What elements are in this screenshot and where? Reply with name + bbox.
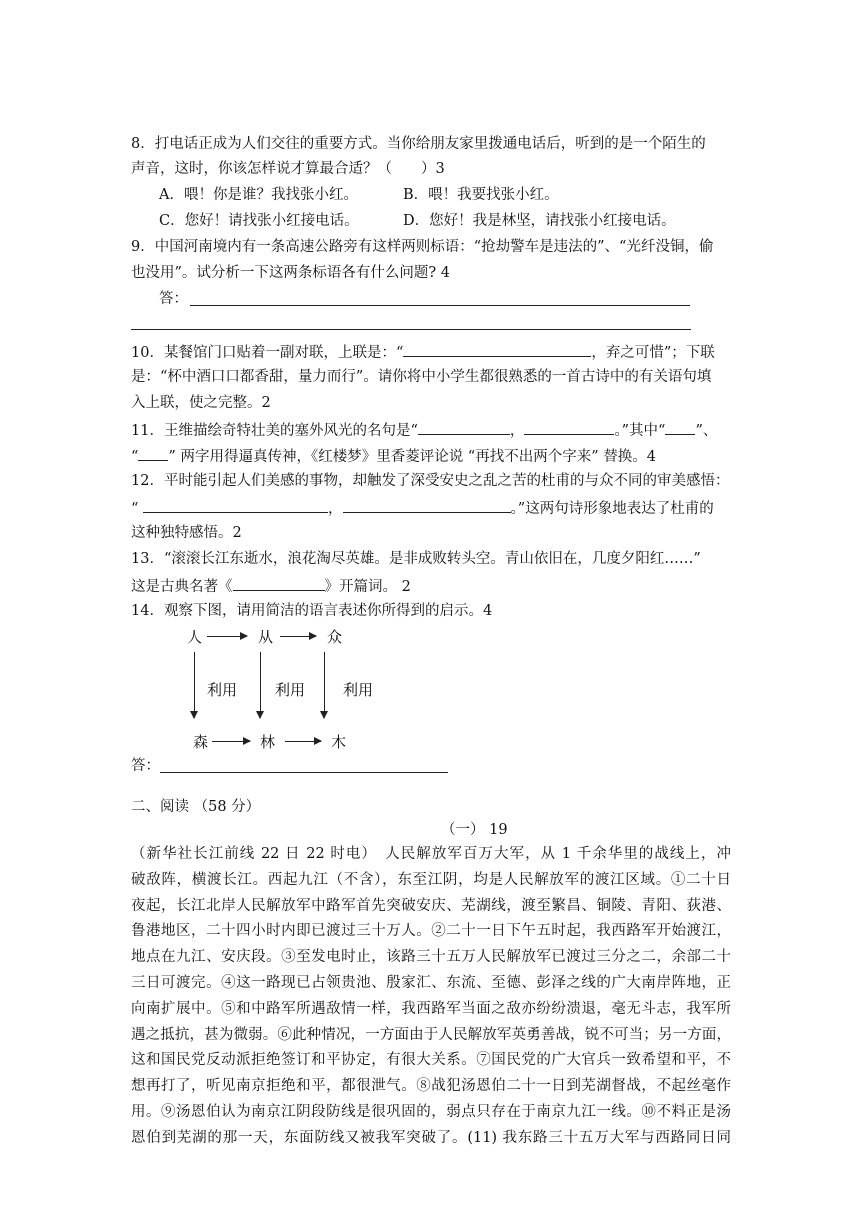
- q8-option-a[interactable]: A．喂！你是谁？我找张小红。: [159, 187, 358, 203]
- q9-answer-line-2[interactable]: [131, 329, 691, 330]
- q8-option-d[interactable]: D．您好！我是林坚，请找张小红接电话。: [403, 213, 676, 229]
- q10-blank[interactable]: [403, 341, 591, 357]
- diagram-mid-1: 利用: [207, 681, 238, 699]
- q11-line2-quote: “: [131, 449, 139, 465]
- arrow-down-icon: [194, 652, 195, 718]
- q11-line1: [131, 419, 717, 441]
- q11-line2-text: ” 两字用得逼真传神，《红楼梦》里香菱评论说 “再找不出两个字来” 替换。4: [168, 449, 656, 465]
- q13-line2-start: 这是古典名著《: [131, 579, 233, 595]
- diagram-top-1: 人: [187, 628, 203, 646]
- q8-option-b[interactable]: B．喂！我要找张小红。: [403, 187, 559, 203]
- q11-blank-4[interactable]: [138, 445, 168, 461]
- q10-line2: 是：“杯中酒口口都香甜，量力而行”。请你将中小学生都很熟悉的一首古诗中的有关语句填: [131, 369, 712, 385]
- q11-blank-2[interactable]: [524, 419, 614, 435]
- arrow-down-icon: [260, 652, 261, 718]
- q8-option-c[interactable]: C．您好！请找张小红接电话。: [159, 213, 359, 229]
- diagram-bottom-2: 林: [260, 733, 276, 751]
- arrow-right-icon: [285, 741, 321, 742]
- reading-passage: [131, 842, 731, 1152]
- passage-line: 鲁港地区，二十四小时内即已渡过三十万人。②二十一日下午五时起，我西路军开始渡江，: [131, 923, 731, 940]
- passage-line: 破敌阵，横渡长江。西起九江（不含），东至江阴，均是人民解放军的渡江区域。①二十日: [131, 871, 731, 888]
- q14-line1: 14．观察下图，请用简洁的语言表述你所得到的启示。4: [131, 603, 493, 619]
- q12-blank-2[interactable]: [343, 497, 511, 513]
- q8-line2: 声音，这时，你该怎样说才算最合适？（ ）3: [131, 161, 445, 177]
- q10-line3: 入上联，使之完整。2: [131, 395, 271, 411]
- section2-heading: 二、阅读 （58 分）: [131, 799, 261, 815]
- q12-line1: 12．平时能引起人们美感的事物，却触发了深受安史之乱之苦的杜甫的与众不同的审美感悟：: [131, 473, 730, 489]
- q12-blank-1[interactable]: [143, 497, 328, 513]
- q13-line2: [131, 575, 411, 597]
- q10-line1-end: ，弃之可惜”；下联: [591, 345, 715, 361]
- diagram-mid-2: 利用: [275, 681, 306, 699]
- q12-line2: [131, 497, 714, 519]
- passage-line: 遇之抵抗，甚为微弱。⑥此种情况，一方面由于人民解放军英勇善战，锐不可当；另一方面，: [131, 1026, 731, 1043]
- diagram-top-3: 众: [327, 628, 343, 646]
- q13-blank[interactable]: [233, 575, 325, 591]
- q9-line1: 9．中国河南境内有一条高速公路旁有这样两则标语：“抢劫警车是违法的”、“光纤没铜，偷: [131, 239, 714, 255]
- passage-line: 想再打了，听见南京拒绝和平，都很泄气。⑧战犯汤恩伯二十一日到芜湖督战，不起丝毫作: [131, 1078, 731, 1095]
- arrow-right-icon: [280, 636, 316, 637]
- q11-blank-3[interactable]: [665, 419, 695, 435]
- q14-answer-line[interactable]: [160, 772, 448, 773]
- passage-line: 夜起，长江北岸人民解放军中路军首先突破安庆、芜湖线，渡至繁昌、铜陵、青阳、荻港、: [131, 897, 731, 914]
- arrow-down-icon: [324, 652, 325, 718]
- q9-line2: 也没用”。试分析一下这两条标语各有什么问题? 4: [131, 265, 451, 281]
- q11-comma: ，: [509, 423, 525, 439]
- q13-line1: 13．“滚滚长江东逝水，浪花淘尽英雄。是非成败转头空。青山依旧在，几度夕阳红……”: [131, 551, 701, 567]
- arrow-right-icon: [207, 636, 247, 637]
- arrow-right-icon: [212, 741, 250, 742]
- q12-quote: “: [131, 501, 144, 517]
- passage-line: 三日可渡完。④这一路现已占领贵池、殷家汇、东流、至德、彭泽之线的广大南岸阵地，正: [131, 974, 731, 991]
- passage-line: 用。⑨汤恩伯认为南京江阴段防线是很巩固的，弱点只存在于南京九江一线。⑩不料正是汤: [131, 1103, 731, 1120]
- q12-comma: ，: [328, 501, 343, 517]
- passage-line: 这和国民党反动派拒绝签订和平协定，有很大关系。⑦国民党的广大官兵一致希望和平，不: [131, 1052, 731, 1069]
- passage-line: 向南扩展中。⑤和中路军所遇敌情一样，我西路军当面之敌亦纷纷溃退，毫无斗志，我军所: [131, 1000, 731, 1017]
- q10-line1: [131, 341, 715, 363]
- q14-answer-label: 答：: [131, 758, 160, 774]
- q11-line1-mid: 。”其中“: [614, 423, 666, 439]
- q12-line3: 这种独特感悟。2: [131, 525, 242, 541]
- q11-line1-text: 11．王维描绘奇特壮美的塞外风光的名句是“: [131, 423, 418, 439]
- passage-line: 恩伯到芜湖的那一天，东面防线又被我军突破了。(11) 我东路三十五万大军与西路同日同: [131, 1129, 731, 1146]
- diagram-bottom-1: 森: [193, 733, 209, 751]
- q9-answer-line-1[interactable]: [190, 305, 690, 306]
- diagram-mid-3: 利用: [343, 681, 374, 699]
- q13-line2-end: 》开篇词。 2: [324, 579, 411, 595]
- passage-line: （新华社长江前线 22 日 22 时电） 人民解放军百万大军，从 1 千余华里的战线上，冲: [131, 846, 731, 862]
- q12-line2-text: 。”这两句诗形象地表达了杜甫的: [510, 501, 714, 517]
- q8-line1: 8．打电话正成为人们交往的重要方式。当你给朋友家里拨通电话后，听到的是一个陌生的: [131, 136, 706, 152]
- section2-subheading: （一） 19: [441, 822, 508, 838]
- diagram-bottom-3: 木: [331, 733, 347, 751]
- q11-line2: [131, 445, 656, 467]
- diagram-top-2: 从: [258, 628, 274, 646]
- passage-line: 地点在九江、安庆段。③至发电时止，该路三十五万人民解放军已渡过三分之二，余部二十: [131, 949, 731, 966]
- q9-answer-label: 答：: [159, 291, 188, 307]
- q10-line1-start: 10．某餐馆门口贴着一副对联，上联是：“: [131, 345, 404, 361]
- q11-line1-end: ”、: [695, 423, 718, 439]
- q11-blank-1[interactable]: [418, 419, 510, 435]
